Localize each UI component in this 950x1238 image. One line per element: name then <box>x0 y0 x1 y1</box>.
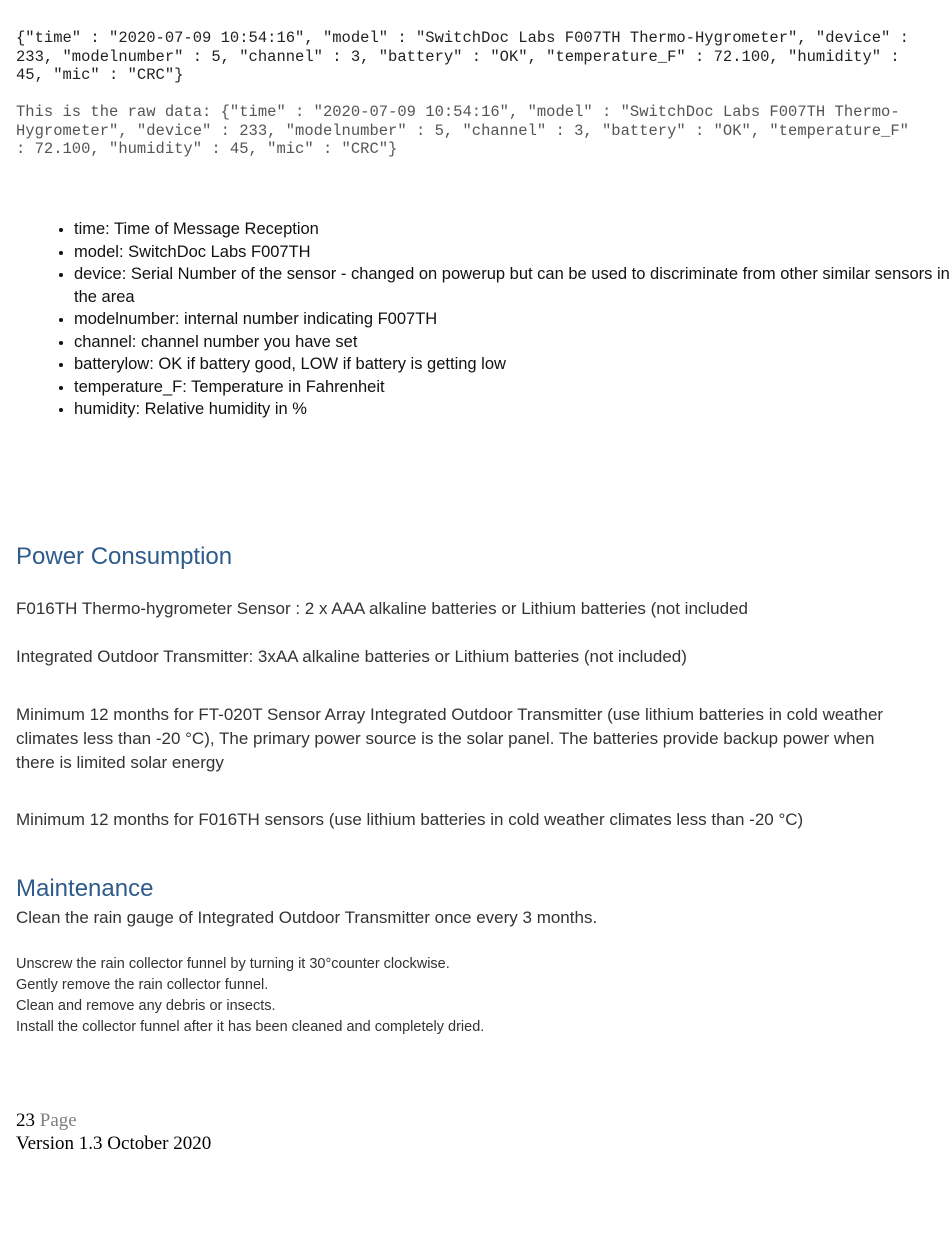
list-item: • channel: channel number you have set <box>74 331 950 354</box>
transmitter-battery-paragraph: Integrated Outdoor Transmitter: 3xAA alkaline batteries or Lithium batteries (not included) <box>16 647 687 666</box>
maintenance-steps <box>16 954 896 1038</box>
maintenance-intro: Clean the rain gauge of Integrated Outdoor Transmitter once every 3 months. <box>16 908 598 927</box>
page-footer <box>16 1109 211 1155</box>
transmitter-lifetime-paragraph: Minimum 12 months for FT-020T Sensor Array Integrated Outdoor Transmitter (use lithium batteries in cold weather climates less than -20 °C), The primary power source is the solar panel. The batteries provide backup power when there is limited solar energy <box>16 705 884 772</box>
list-item: • modelnumber: internal number indicating F007TH <box>74 308 950 331</box>
list-item: • model: SwitchDoc Labs F007TH <box>74 241 950 264</box>
maintenance-step: Unscrew the rain collector funnel by turning it 30°counter clockwise. <box>16 956 450 972</box>
list-item: • device: Serial Number of the sensor - changed on powerup but can be used to discriminate from other similar sensors in the area <box>74 263 950 308</box>
list-item: • humidity: Relative humidity in % <box>74 398 950 421</box>
maintenance-step: Clean and remove any debris or insects. <box>16 998 276 1014</box>
raw-json-sample: {"time" : "2020-07-09 10:54:16", "model" : "SwitchDoc Labs F007TH Thermo-Hygrometer", "device" : 233, "modelnumber" : 5, "channel" : 3, "battery" : "OK", "temperature_F" : 72.100, "humidity" : 45, "mic" : "CRC"} <box>16 29 919 84</box>
list-item: • time: Time of Message Reception <box>74 218 950 241</box>
raw-data-sample: This is the raw data: {"time" : "2020-07-09 10:54:16", "model" : "SwitchDoc Labs F007TH Thermo-Hygrometer", "device" : 233, "modelnumber" : 5, "channel" : 3, "battery" : "OK", "temperature_F" : 72.100, "humidity" : 45, "mic" : "CRC"} <box>16 103 919 158</box>
sensor-battery-paragraph: F016TH Thermo-hygrometer Sensor : 2 x AAA alkaline batteries or Lithium batteries (not included <box>16 599 748 618</box>
page-number: 23 <box>16 1110 35 1131</box>
maintenance-step: Gently remove the rain collector funnel. <box>16 977 269 993</box>
version-line: Version 1.3 October 2020 <box>16 1133 212 1154</box>
list-item: • temperature_F: Temperature in Fahrenheit <box>74 376 950 399</box>
sensor-lifetime-paragraph: Minimum 12 months for F016TH sensors (use lithium batteries in cold weather climates less than -20 °C) <box>16 810 804 829</box>
maintenance-step: Install the collector funnel after it has been cleaned and completely dried. <box>16 1019 485 1035</box>
maintenance-heading: Maintenance <box>16 875 154 902</box>
page-label: Page <box>39 1110 77 1131</box>
page-number-line <box>16 1109 211 1132</box>
power-consumption-heading: Power Consumption <box>16 543 233 570</box>
field-description-list <box>0 218 950 421</box>
list-item: • batterylow: OK if battery good, LOW if battery is getting low <box>74 353 950 376</box>
